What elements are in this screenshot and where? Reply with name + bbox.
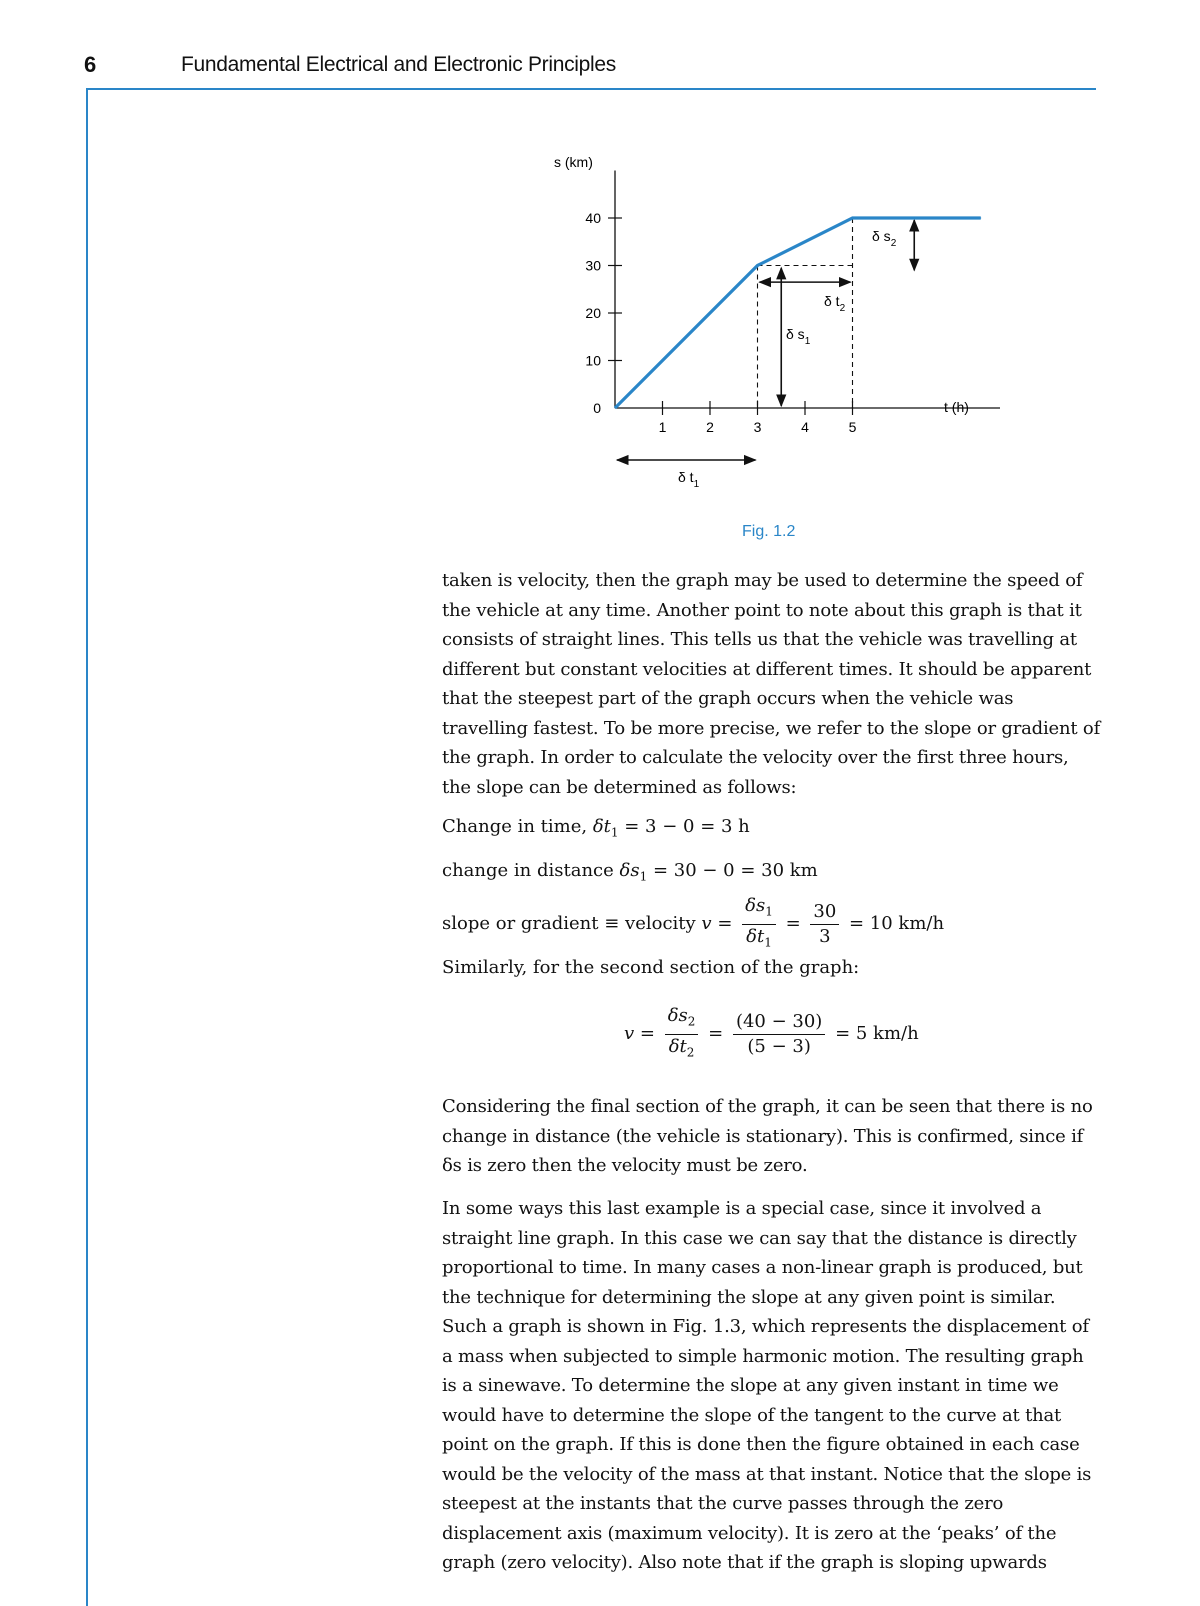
series-group [615, 218, 982, 409]
equation-time [442, 816, 750, 840]
eq-equals: = [711, 913, 739, 935]
paragraph-text: Considering the final section of the graph, it can be seen that there is no change in distance (the vehicle is stationary). This is confirmed, since if δs is zero then the velocity must be zero. [442, 1096, 1093, 1176]
data-point [757, 265, 758, 266]
x-axis-label: t (h) [944, 399, 969, 415]
x-tick-label: 5 [848, 419, 857, 435]
eq-label: slope or gradient ≡ velocity [442, 913, 702, 935]
eq-result: = 5 km/h [829, 1023, 919, 1045]
ds1-label: δ $s_1$ [786, 326, 811, 347]
eq-v: v [624, 1023, 635, 1045]
paragraph-text: taken is velocity, then the graph may be used to determine the speed of the vehicle at any time. Another point to note about this graph is that it consists of straight lines. This tells us that the vehicle was travelling at different but constant velocities at different times. It should be apparent that the steepest part of the graph occurs when the vehicle was travelling fastest. To be more precise, we refer to the slope or gradient of the graph. In order to calculate the velocity over the first three hours, the slope can be determined as follows: [442, 570, 1101, 798]
running-title: Fundamental Electrical and Electronic Principles [181, 53, 616, 76]
equation-velocity-1 [442, 894, 944, 954]
ticks [585, 210, 856, 435]
dt2-label: δ $t_2$ [824, 293, 846, 314]
y-tick-label: 40 [585, 210, 601, 226]
x-tick-label: 1 [658, 419, 667, 435]
distance-time-graph [520, 140, 1000, 500]
page-number: 6 [84, 52, 97, 77]
eq-label: Change in time, [442, 816, 593, 837]
y-tick-label: 10 [585, 352, 601, 369]
eq-equals: = [634, 1023, 661, 1045]
eq-var: δs [619, 860, 640, 881]
eq-result: = 10 km/h [843, 913, 945, 935]
figure-caption: Fig. 1.2 [742, 523, 796, 540]
data-point [980, 218, 981, 219]
eq-var: δt [592, 816, 611, 837]
x-tick-label: 4 [801, 419, 809, 435]
equation-distance [442, 860, 818, 884]
y-tick-label: 0 [593, 400, 601, 416]
paragraph-special-case [442, 1176, 1102, 1596]
eq-rest: = 3 − 0 = 3 h [618, 816, 750, 837]
fraction-values: $\frac{(40 - 30)}{(5 - 3)}$ [733, 1010, 825, 1059]
fraction-values: $\frac{30}{3}$ [810, 900, 839, 949]
y-tick-label: 20 [585, 305, 601, 321]
x-tick-label: 3 [753, 419, 762, 435]
y-tick-label: 30 [585, 257, 601, 274]
margin-rule [86, 88, 88, 1606]
eq-equals: = [702, 1023, 729, 1045]
similarly-text: Similarly, for the second section of the graph: [442, 957, 860, 978]
paragraph-intro [442, 566, 1102, 802]
eq-label: change in distance [442, 860, 620, 881]
eq-sub: 1 [610, 825, 619, 840]
fraction-delta: $\frac{\delta s_1}{\delta t_1}$ [742, 894, 776, 954]
eq-v: v [701, 913, 712, 935]
series-line-distance [615, 218, 981, 408]
ds2-label: δ $s_2$ [872, 228, 897, 249]
data-point [615, 408, 616, 409]
equation-velocity-2 [624, 1004, 919, 1064]
y-axis-label: s (km) [554, 154, 593, 170]
paragraph-text: In some ways this last example is a special case, since it involved a straight line graph. In this case we can say that the distance is directly proportional to time. In many cases a non-linear graph is produced, but the technique for determining the slope at any given point is similar. Such a graph is shown in Fig. 1.3, which represents the displacement of a mass when subjected to simple harmonic motion. The resulting graph is a sinewave. To determine the slope at any given instant in time we would have to determine the slope of the tangent to the curve at that point on the graph. If this is done then the figure obtained in each case would be the velocity of the mass at that instant. Notice that the slope is steepest at the instants that the curve passes through the zero displacement axis (maximum velocity). It is zero at the ‘peaks’ of the graph (zero velocity). Also note that if the graph is sloping upwards [442, 1198, 1092, 1573]
eq-rest: = 30 − 0 = 30 km [647, 860, 818, 881]
x-tick-label: 2 [706, 419, 714, 435]
eq-equals: = [779, 913, 807, 935]
dt1-label: δ $t_1$ [678, 469, 700, 490]
axes [615, 171, 1000, 409]
eq-sub: 1 [639, 869, 648, 884]
header-rule [86, 88, 1096, 90]
data-point [852, 218, 853, 219]
fraction-delta: $\frac{\delta s_2}{\delta t_2}$ [665, 1004, 699, 1064]
